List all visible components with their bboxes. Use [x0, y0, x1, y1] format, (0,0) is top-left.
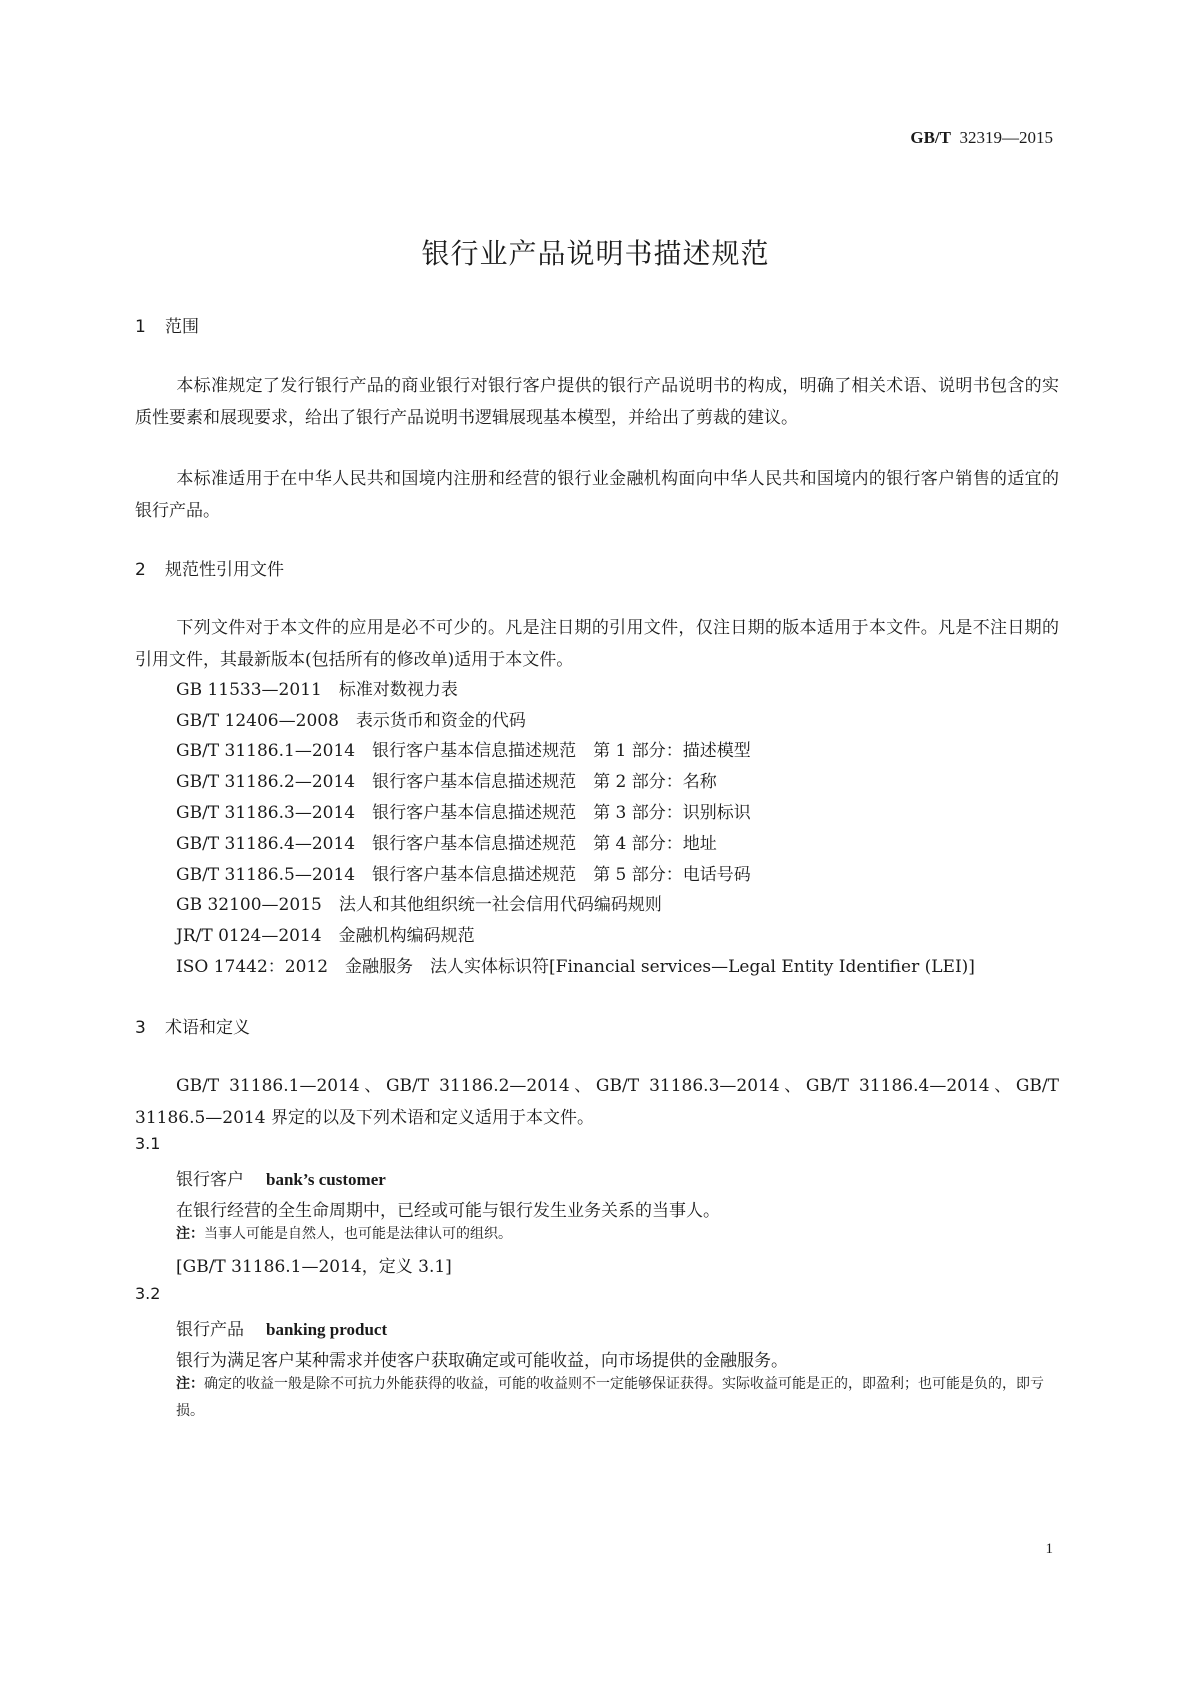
- section-3-paragraph-1: GB/T 31186.1—2014、GB/T 31186.2—2014、GB/T 31186.3—2014、GB/T 31186.4—2014、GB/T 31186.5—2014 界定的以及下列术语和定义适用于本文件。: [135, 1076, 1059, 1128]
- section-1-paragraph-1: 本标准规定了发行银行产品的商业银行对银行客户提供的银行产品说明书的构成，明确了相关术语、说明书包含的实质性要素和展现要求，给出了银行产品说明书逻辑展现基本模型，并给出了剪裁的建议。: [135, 376, 1059, 428]
- normative-reference: GB/T 31186.4—2014 银行客户基本信息描述规范 第 4 部分：地址: [176, 834, 717, 854]
- page-number: 1: [1045, 1541, 1053, 1557]
- term-entry: 银行客户 bank’s customer: [176, 1170, 386, 1190]
- normative-reference: GB 11533—2011 标准对数视力表: [176, 680, 458, 700]
- term-definition: 银行为满足客户某种需求并使客户获取确定或可能收益，向市场提供的金融服务。: [176, 1351, 788, 1371]
- normative-reference: GB/T 12406—2008 表示货币和资金的代码: [176, 711, 526, 731]
- term-entry: 银行产品 banking product: [176, 1320, 388, 1340]
- normative-reference: GB/T 31186.3—2014 银行客户基本信息描述规范 第 3 部分：识别标识: [176, 803, 751, 823]
- normative-reference: GB/T 31186.1—2014 银行客户基本信息描述规范 第 1 部分：描述模型: [176, 741, 751, 761]
- clause-number: 3.1: [135, 1134, 161, 1153]
- normative-reference: GB/T 31186.2—2014 银行客户基本信息描述规范 第 2 部分：名称: [176, 772, 717, 792]
- section-3-heading: 3 术语和定义: [135, 1018, 250, 1038]
- term-definition: 在银行经营的全生命周期中，已经或可能与银行发生业务关系的当事人。: [176, 1201, 720, 1221]
- section-1-paragraph-2: 本标准适用于在中华人民共和国境内注册和经营的银行业金融机构面向中华人民共和国境内的银行客户销售的适宜的银行产品。: [135, 469, 1059, 521]
- term-note: 注：确定的收益一般是除不可抗力外能获得的收益，可能的收益则不一定能够保证获得。实际收益可能是正的，即盈利；也可能是负的，即亏损。: [176, 1376, 1044, 1419]
- normative-reference: ISO 17442：2012 金融服务 法人实体标识符[Financial services—Legal Entity Identifier (LEI)]: [176, 957, 975, 977]
- term-source: [GB/T 31186.1—2014，定义 3.1]: [176, 1257, 452, 1277]
- document-title: 银行业产品说明书描述规范: [421, 237, 770, 270]
- section-2-paragraph-1: 下列文件对于本文件的应用是必不可少的。凡是注日期的引用文件，仅注日期的版本适用于本文件。凡是不注日期的引用文件，其最新版本(包括所有的修改单)适用于本文件。: [135, 618, 1059, 670]
- standard-number: 32319—2015: [959, 128, 1053, 147]
- normative-reference: GB 32100—2015 法人和其他组织统一社会信用代码编码规则: [176, 895, 662, 915]
- section-2-heading: 2 规范性引用文件: [135, 560, 284, 580]
- term-note: 注：当事人可能是自然人，也可能是法律认可的组织。: [176, 1226, 512, 1242]
- section-1-heading: 1 范围: [135, 317, 199, 337]
- normative-reference: JR/T 0124—2014 金融机构编码规范: [176, 926, 475, 946]
- normative-reference: GB/T 31186.5—2014 银行客户基本信息描述规范 第 5 部分：电话号码: [176, 865, 751, 885]
- standard-prefix: GB/T: [910, 128, 951, 147]
- standard-code: [910, 128, 1053, 148]
- clause-number: 3.2: [135, 1284, 161, 1303]
